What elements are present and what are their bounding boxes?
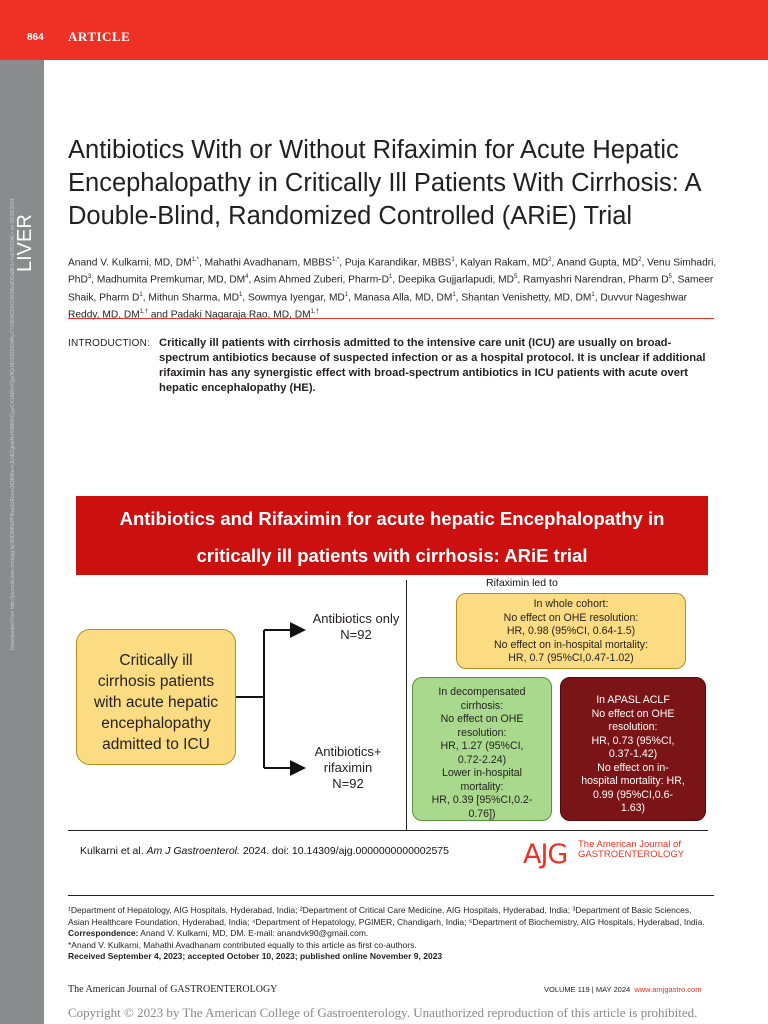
side-download-note: Downloaded from http://journals.lww.com/ajg by BhDMf5ePHKav1zEoum1tQfN4a+kJLhEZgbsIHo4XMi0hCywCX1AWnYQp/IlQrHD3i3D0OdRyi7TvSFl4Cf3VC4/OAVpDDa8K2+Ya6H515kE= on 05/28/2024 xyxy=(10,198,16,650)
author-name: Duvvur Nageshwar Reddy, MD, DM xyxy=(68,292,688,321)
author-name: Manasa Alla, MD, DM xyxy=(353,292,453,304)
author-name: Venu Simhadri, PhD xyxy=(68,257,717,286)
result-line: In whole cohort: xyxy=(533,598,609,610)
author-affiliation-mark: 1 xyxy=(139,291,143,298)
author-affiliation-mark: 5 xyxy=(668,274,672,281)
patients-line: cirrhosis patients xyxy=(97,673,215,690)
result-line: 0.99 (95%CI,0.6- xyxy=(592,788,674,801)
author-affiliation-mark: 5 xyxy=(514,274,518,281)
ajg-logo: AJG xyxy=(523,839,568,870)
result-line: Lower in-hospital xyxy=(441,767,523,779)
citation-journal: Am J Gastroenterol. xyxy=(146,845,240,857)
divider xyxy=(68,318,714,319)
result-line: HR, 0.98 (95%CI, 0.64-1.5) xyxy=(506,625,636,637)
author-name: Mahathi Avadhanam, MBBS xyxy=(204,257,332,269)
author-name: Asim Ahmed Zuberi, Pharm-D xyxy=(253,274,389,286)
result-line: In decompensated xyxy=(438,686,526,698)
footnotes xyxy=(68,905,714,963)
result-line: 0.76]) xyxy=(468,807,496,820)
author-affiliation-mark: 1,* xyxy=(331,257,340,263)
patients-line: admitted to ICU xyxy=(102,736,210,753)
footer-journal xyxy=(68,984,277,995)
author-affiliation-mark: 2 xyxy=(638,257,642,263)
author-affiliation-mark: 1 xyxy=(591,291,595,298)
author-name: Shantan Venishetty, MD, DM xyxy=(461,292,592,304)
arm-line: Antibiotics+ xyxy=(314,744,382,759)
author-affiliation-mark: 1 xyxy=(451,257,455,263)
author-name: Madhumita Premkumar, MD, DM xyxy=(96,274,246,286)
received-dates: Received September 4, 2023; accepted October 10, 2023; published online November 9, 2023 xyxy=(68,951,443,961)
author-name: Sameer Shaik, Pharm D xyxy=(68,274,714,304)
correspondence-label: Correspondence: xyxy=(68,928,139,938)
arm-line: rifaximin xyxy=(323,760,373,775)
result-line: mortality: xyxy=(460,780,504,793)
article-title: Antibiotics With or Without Rifaximin for Acute Hepatic Encephalopathy in Critically Ill Patients With Cirrhosis: A Double-Blind, Randomized Controlled (ARiE) Trial xyxy=(68,136,701,230)
side-band xyxy=(0,60,44,1024)
author-affiliation-mark: 1 xyxy=(344,291,349,298)
author-name: Mithun Sharma, MD xyxy=(148,292,239,304)
correspondence-text: Anand V. Kulkarni, MD, DM. E-mail: anandvk90@gmail.com. xyxy=(140,928,369,938)
arm-line: N=92 xyxy=(332,776,364,791)
patients-line: with acute hepatic xyxy=(93,694,219,711)
rifaximin-led-to: Rifaximin led to xyxy=(486,577,558,589)
result-line: No effect on in-hospital mortality: xyxy=(493,638,649,651)
result-line: 0.72-2.24) xyxy=(457,753,507,766)
author-affiliation-mark: 1,† xyxy=(139,309,149,316)
footnote-divider xyxy=(68,895,714,896)
result-line: No effect on OHE xyxy=(591,707,675,720)
page-number: 864 xyxy=(27,32,44,43)
result-line: No effect on OHE xyxy=(440,713,524,725)
result-line: 1.63) xyxy=(620,802,646,814)
author-affiliation-mark: 1 xyxy=(238,291,243,298)
result-line: No effect on OHE resolution: xyxy=(503,611,639,624)
footer-volume xyxy=(544,985,701,994)
author-name: Puja Karandikar, MBBS xyxy=(344,257,452,269)
volume-text: VOLUME 119 | MAY 2024 xyxy=(544,985,631,994)
result-line: resolution: xyxy=(457,726,507,739)
top-banner xyxy=(0,0,768,60)
abstract-header-line1: Antibiotics and Rifaximin for acute hepatic Encephalopathy in xyxy=(119,508,665,529)
result-line: hospital mortality: HR, xyxy=(581,775,685,787)
author-name: Anand Gupta, MD xyxy=(556,257,639,269)
result-line: In APASL ACLF xyxy=(596,694,670,706)
author-affiliation-mark: 3 xyxy=(87,274,92,281)
copyright-notice: Copyright © 2023 by The American College of Gastroenterology. Unauthorized reproduction of this article is prohibited. xyxy=(68,1005,698,1020)
website-link[interactable]: www.amjgastro.com xyxy=(634,985,702,994)
ajg-name-line1: The American Journal of xyxy=(578,839,681,850)
author-affiliation-mark: 2 xyxy=(548,257,552,263)
abstract-header-line2: critically ill patients with cirrhosis: ARiE trial xyxy=(196,545,588,566)
section-label: ARTICLE xyxy=(68,29,131,44)
result-line: 0.37-1.42) xyxy=(608,748,658,760)
ajg-name-line2: GASTROENTEROLOGY xyxy=(578,849,685,860)
citation-authors: Kulkarni et al. xyxy=(80,845,144,857)
journal-prefix: The American Journal of xyxy=(68,984,171,995)
author-affiliation-mark: 1 xyxy=(452,291,456,298)
author-name: Ramyashri Narendran, Pharm D xyxy=(523,274,669,286)
result-line: HR, 0.73 (95%CI, xyxy=(591,734,675,747)
author-name: Kalyan Rakam, MD xyxy=(460,257,549,269)
citation-doi: 2024. doi: 10.14309/ajg.0000000000002575 xyxy=(242,845,449,857)
affiliations: ¹Department of Hepatology, AIG Hospitals, Hyderabad, India; ²Department of Critical Care Medicine, AIG Hospitals, Hyderabad, India; ³Department of Basic Sciences, Asian Healthcare Foundation, Hyderabad, India; ⁴Department of Hepatology, PGIMER, Chandigarh, India; ⁵Department of Biochemistry, AIG Hospitals, Hyderabad, India. xyxy=(68,905,705,927)
patients-line: Critically ill xyxy=(119,652,193,669)
introduction-text: Critically ill patients with cirrhosis admitted to the intensive care unit (ICU) are usually on broad-spectrum antibiotics because of suspected infection or as a hospital protocol. It is unclear if additional rifaximin has any synergistic effect with broad-spectrum antibiotics in ICU patients with acute overt hepatic encephalopathy (HE). xyxy=(159,337,706,394)
author-name: Deepika Gujjarlapudi, MD xyxy=(397,274,515,286)
result-line: cirrhosis: xyxy=(460,699,504,712)
introduction-label: INTRODUCTION: xyxy=(68,338,151,349)
patients-line: encephalopathy xyxy=(101,715,211,732)
result-line: No effect on in- xyxy=(597,761,669,774)
result-line: HR, 0.7 (95%CI,0.47-1.02) xyxy=(508,652,634,664)
arm-line: Antibiotics only xyxy=(312,611,400,626)
journal-name: GASTROENTEROLOGY xyxy=(170,984,278,995)
author-name: Padaki Nagaraja Rao, MD, DM xyxy=(170,309,311,321)
author-affiliation-mark: 1 xyxy=(388,274,393,281)
author-name: Sowmya Iyengar, MD xyxy=(247,292,345,304)
equal-contribution: *Anand V. Kulkarni, Mahathi Avadhanam contributed equally to this article as first co-authors. xyxy=(68,939,417,950)
author-affiliation-mark: 1,* xyxy=(191,257,199,263)
result-line: HR, 1.27 (95%CI, xyxy=(440,740,524,752)
side-label: LIVER xyxy=(14,214,36,272)
result-line: resolution: xyxy=(608,721,658,733)
author-affiliation-mark: 4 xyxy=(245,274,249,281)
arm-line: N=92 xyxy=(340,627,372,642)
author-list: Anand V. Kulkarni, MD, $DM^{1,*}$, Mahathi Avadhanam, $MBBS^{1,*}$, Puja Karandikar, MBBS$^1$, Kalyan Rakam, $MD^2$, Anand Gupta, $MD^2$, Venu Simhadri, PhD$^3$, Madhumita Premkumar, MD, $DM^4$, Asim Ahmed Zuberi, Pharm-$D^1$, Deepika Gujjarlapudi, $MD^5$, Ramyashri Narendran, Pharm $D^5$, Sameer Shaik, Pharm $D^1$, Mithun Sharma, $MD^1$, Sowmya Iyengar, $MD^1$, Manasa Alla, MD, $DM^1$, Shantan Venishetty, MD, $DM^1$, Duvvur Nageshwar Reddy, MD, $DM^{1,\dagger}$ and Padaki Nagaraja Rao, MD, $DM^{1,\dagger}$ xyxy=(68,257,717,321)
author-affiliation-mark: 1,† xyxy=(310,309,319,316)
result-line: HR, 0.39 [95%CI,0.2- xyxy=(431,794,533,806)
flow-connectors xyxy=(68,496,708,868)
author-name: Anand V. Kulkarni, MD, DM xyxy=(68,257,192,269)
